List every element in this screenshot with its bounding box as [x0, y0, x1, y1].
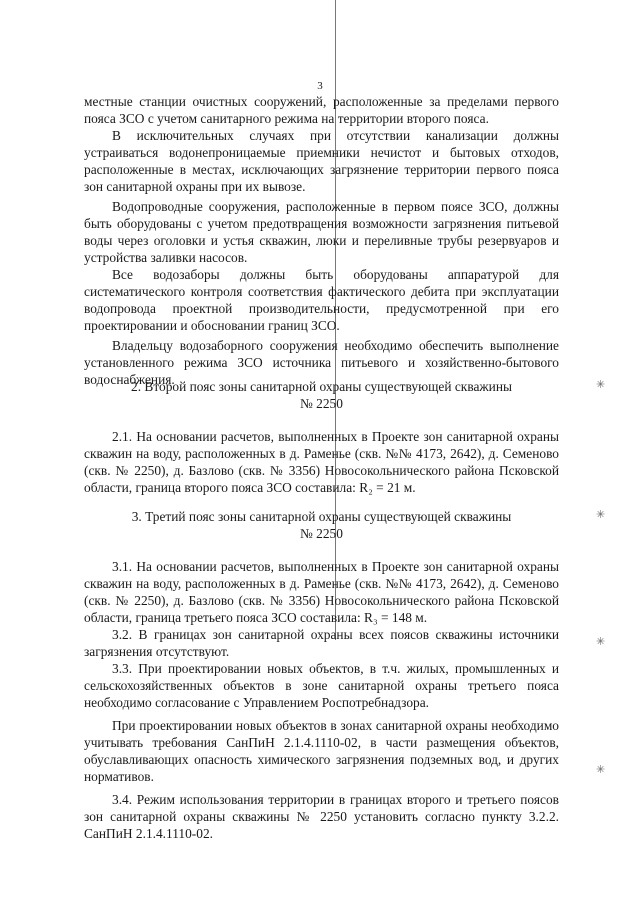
paragraph-water-facilities: Водопроводные сооружения, расположенные в первом поясе ЗСО, должны быть оборудованы с учетом предотвращения возможности загрязнения питьевой воды через оголовки и устья скважин, люки и переливные трубы резервуаров и устройства заливки насосов. — [84, 199, 559, 265]
scan-speck-mark: ✳ — [596, 635, 606, 648]
paragraph-3-4: 3.4. Режим использования территории в границах второго и третьего поясов зон санитарной охраны скважины № 2250 установить согласно пункту 3.2.2. СанПиН 2.1.4.1110-02. — [84, 792, 559, 841]
paragraph-3-3: 3.3. При проектировании новых объектов, в т.ч. жилых, промышленных и сельскохозяйственных объектов в зоне санитарной охраны третьего пояса необходимо согласование с Управлением Роспотребнадзора. — [84, 661, 559, 710]
section-2-well-number: № 2250 — [300, 396, 343, 411]
scan-speck-mark: ✳ — [596, 508, 606, 521]
section-3-well-number: № 2250 — [300, 526, 343, 541]
section-2-title: 2. Второй пояс зоны санитарной охраны существующей скважины — [131, 379, 512, 394]
section-3-body — [84, 558, 559, 842]
paragraph-3-2: 3.2. В границах зон санитарной охраны всех поясов скважины источники загрязнения отсутствуют. — [84, 627, 559, 659]
paragraph-exceptional-cases: В исключительных случаях при отсутствии канализации должны устраиваться водонепроницаемые приемники нечистот и бытовых отходов, расположенные в местах, исключающих загрязнение территории первого пояса зон санитарной охраны при их вывозе. — [84, 128, 559, 194]
section-3-heading — [84, 508, 559, 542]
section-2-body — [84, 428, 559, 496]
page-number: 3 — [317, 80, 323, 92]
paragraph-water-intakes: Все водозаборы должны быть оборудованы аппаратурой для систематического контроля соответствия фактического дебита при эксплуатации водопровода проектной производительности, предусмотренной при его проектировании и обосновании границ ЗСО. — [84, 267, 559, 333]
paragraph-3-1: 3.1. На основании расчетов, выполненных в Проекте зон санитарной охраны скважин на воду, расположенных в д. Раменье (скв. №№ 4173, 2642), д. Семеново (скв. № 2250), д. Базлово (скв. № 3356) Новосокольнического района Псковской области, граница третьего пояса ЗСО составила: R₃ = 148 м. — [84, 559, 559, 625]
formula-r3: R₃ = 148 м. — [364, 610, 428, 625]
formula-r2: R₂ = 21 м. — [359, 480, 416, 495]
scan-speck-mark: ✳ — [596, 378, 606, 391]
paragraph-new-objects: При проектировании новых объектов в зонах санитарной охраны необходимо учитывать требования СанПиН 2.1.4.1110-02, в части размещения объектов, обуславливающих опасность химического загрязнения подземных вод, и других нормативов. — [84, 718, 559, 784]
text-block-1 — [84, 93, 559, 388]
paragraph-owner-duty: Владельцу водозаборного сооружения необходимо обеспечить выполнение установленного режима ЗСО источника питьевого и хозяйственно-бытового водоснабжения. — [84, 338, 559, 387]
section-3-title: 3. Третий пояс зоны санитарной охраны существующей скважины — [131, 509, 512, 524]
scan-speck-mark: ✳ — [596, 763, 606, 776]
paragraph-2-1: 2.1. На основании расчетов, выполненных в Проекте зон санитарной охраны скважин на воду, расположенных в д. Раменье (скв. №№ 4173, 2642), д. Семеново (скв. № 2250), д. Базлово (скв. № 3356) Новосокольнического района Псковской области, граница второго пояса ЗСО составила: R₂ = 21 м. — [84, 429, 559, 495]
section-2-heading — [84, 378, 559, 412]
paragraph-stations: местные станции очистных сооружений, расположенные за пределами первого пояса ЗСО с учетом санитарного режима на территории второго пояса. — [84, 94, 559, 126]
